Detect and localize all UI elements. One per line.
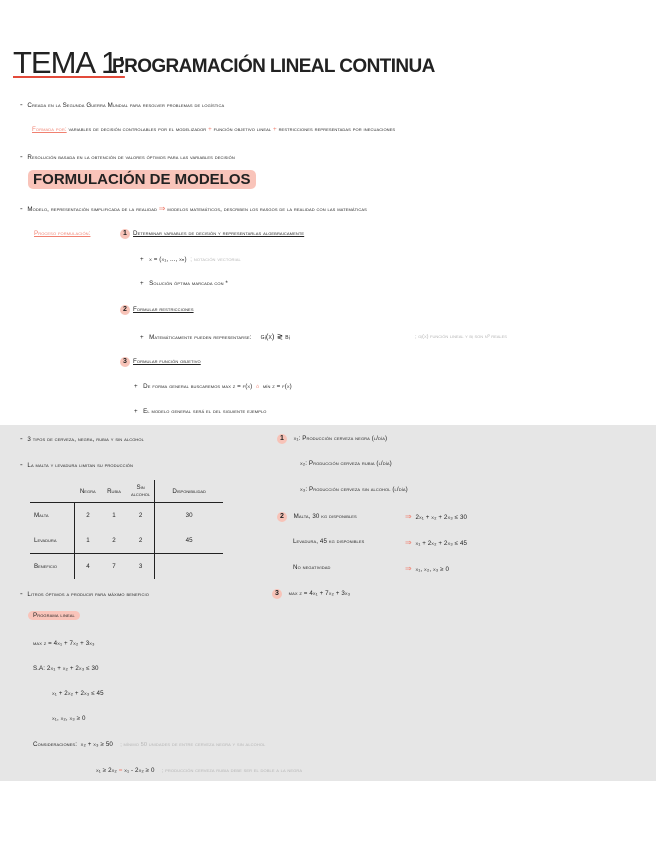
step-2-note: ; gᵢ(x) función lineal y bᵢ son nº reales [415, 334, 507, 340]
table-row: Beneficio 4 7 3 [30, 554, 223, 580]
intro-line-1: - Creada en la Segunda Guerra Mundial para resolver problemas de logística [20, 100, 225, 109]
right-step-2: 2 Malta, 30 kg disponibles [277, 512, 357, 522]
pl-objective: max z = 4x₁ + 7x₂ + 3x₃ [33, 640, 95, 647]
table-row: Levadura 1 2 2 45 [30, 528, 223, 554]
step-3-bullet-1: + De forma general buscaremos max z = f(x) ó mín z = f(x) [134, 383, 292, 390]
right-step-2-badge: 2 [277, 512, 287, 522]
right-x3: x₃: Producción cerveza sin alcohol (l/día) [300, 486, 408, 493]
example-panel [0, 425, 656, 781]
step-2-badge: 2 [120, 305, 130, 315]
step-1-badge: 1 [120, 229, 130, 239]
step-2-title: 2 Formular restricciones [120, 305, 194, 315]
table-row: Malta 2 1 2 30 [30, 503, 223, 529]
step-1-bullet-1: + x = (x₁, ..., xₙ) ; notación vectorial [140, 256, 241, 263]
intro-forma: Formada por: variables de decisión controlables por el modelizador + función objetivo lineal + restricciones representadas por inecuaciones [32, 126, 396, 133]
right-step-3-badge: 3 [272, 589, 282, 599]
page-subtitle: PROGRAMACIÓN LINEAL CONTINUA [112, 56, 435, 77]
programa-lineal-label: Programa lineal [28, 612, 80, 619]
page-title: TEMA 1: [13, 45, 125, 80]
example-line-1: - 3 tipos de cerveza, negra, rubia y sin alcohol [20, 434, 144, 443]
right-step-3: 3 max z = 4x₁ + 7x₂ + 3x₃ [272, 589, 350, 599]
pl-constraint-1: S.A: 2x₁ + x₂ + 2x₃ ≤ 30 [33, 665, 99, 672]
right-r2-formula: ⇒ x₁ + 2x₂ + 2x₃ ≤ 45 [405, 538, 468, 547]
example-line-3: - Litros óptimos a producir para máximo beneficio [20, 589, 149, 598]
step-3-title: 3 Formular función objetivo [120, 357, 201, 367]
step-1-title: 1 Determinar variables de decisión y representarlas algebraicamente [120, 229, 304, 239]
step-3-bullet-2: + El modelo general será el del siguiente ejemplo [134, 408, 267, 415]
step-3-badge: 3 [120, 357, 130, 367]
right-step-1-badge: 1 [277, 434, 287, 444]
example-line-2: - La malta y levadura limitan su producción [20, 460, 133, 469]
section-heading: FORMULACIÓN DE MODELOS [28, 171, 256, 188]
right-r2-label: Levadura, 45 kg disponibles [293, 538, 365, 545]
right-x2: x₂: Producción cerveza rubia (l/día) [300, 460, 392, 467]
pl-consideraciones-1: Consideraciones: x₂ + x₃ ≥ 50 ; mínimo 50 unidades de entre cerveza negra y sin alcohol [33, 741, 266, 748]
resource-table [30, 480, 223, 579]
proceso-label: Proceso formulación: [34, 230, 91, 237]
right-r3-label: No negatividad [293, 564, 331, 571]
modelo-line: - Modelo, representación simplificada de la realidad ⇒ modelos matemáticos, describen los rasgos de la realidad con las matemáticas [20, 204, 367, 213]
intro-line-3: - Resolución basada en la obtención de valores óptimos para las variables decisión [20, 152, 235, 161]
right-step-1: 1 x₁: Producción cerveza negra (l/día) [277, 434, 387, 444]
table-header-row: Negra Rubia Sin alcohol Disponibilidad [30, 480, 223, 503]
step-1-bullet-2: + Solución óptima marcada con * [140, 280, 228, 287]
right-r1-formula: ⇒ 2x₁ + x₂ + 2x₃ ≤ 30 [405, 512, 468, 521]
right-r3-formula: ⇒ x₁, x₂, x₃ ≥ 0 [405, 564, 450, 573]
pl-consideraciones-2: x₁ ≥ 2x₂ = x₁ - 2x₂ ≥ 0 ; producción cerveza rubia debe ser el doble a la negra [96, 767, 303, 774]
pl-constraint-2: x₁ + 2x₂ + 2x₃ ≤ 45 [52, 690, 104, 697]
step-2-bullet-1: + Matemáticamente pueden representarse: gᵢ(x) ≷ bᵢ [140, 332, 290, 341]
pl-constraint-3: x₁, x₂, x₃ ≥ 0 [52, 715, 86, 722]
